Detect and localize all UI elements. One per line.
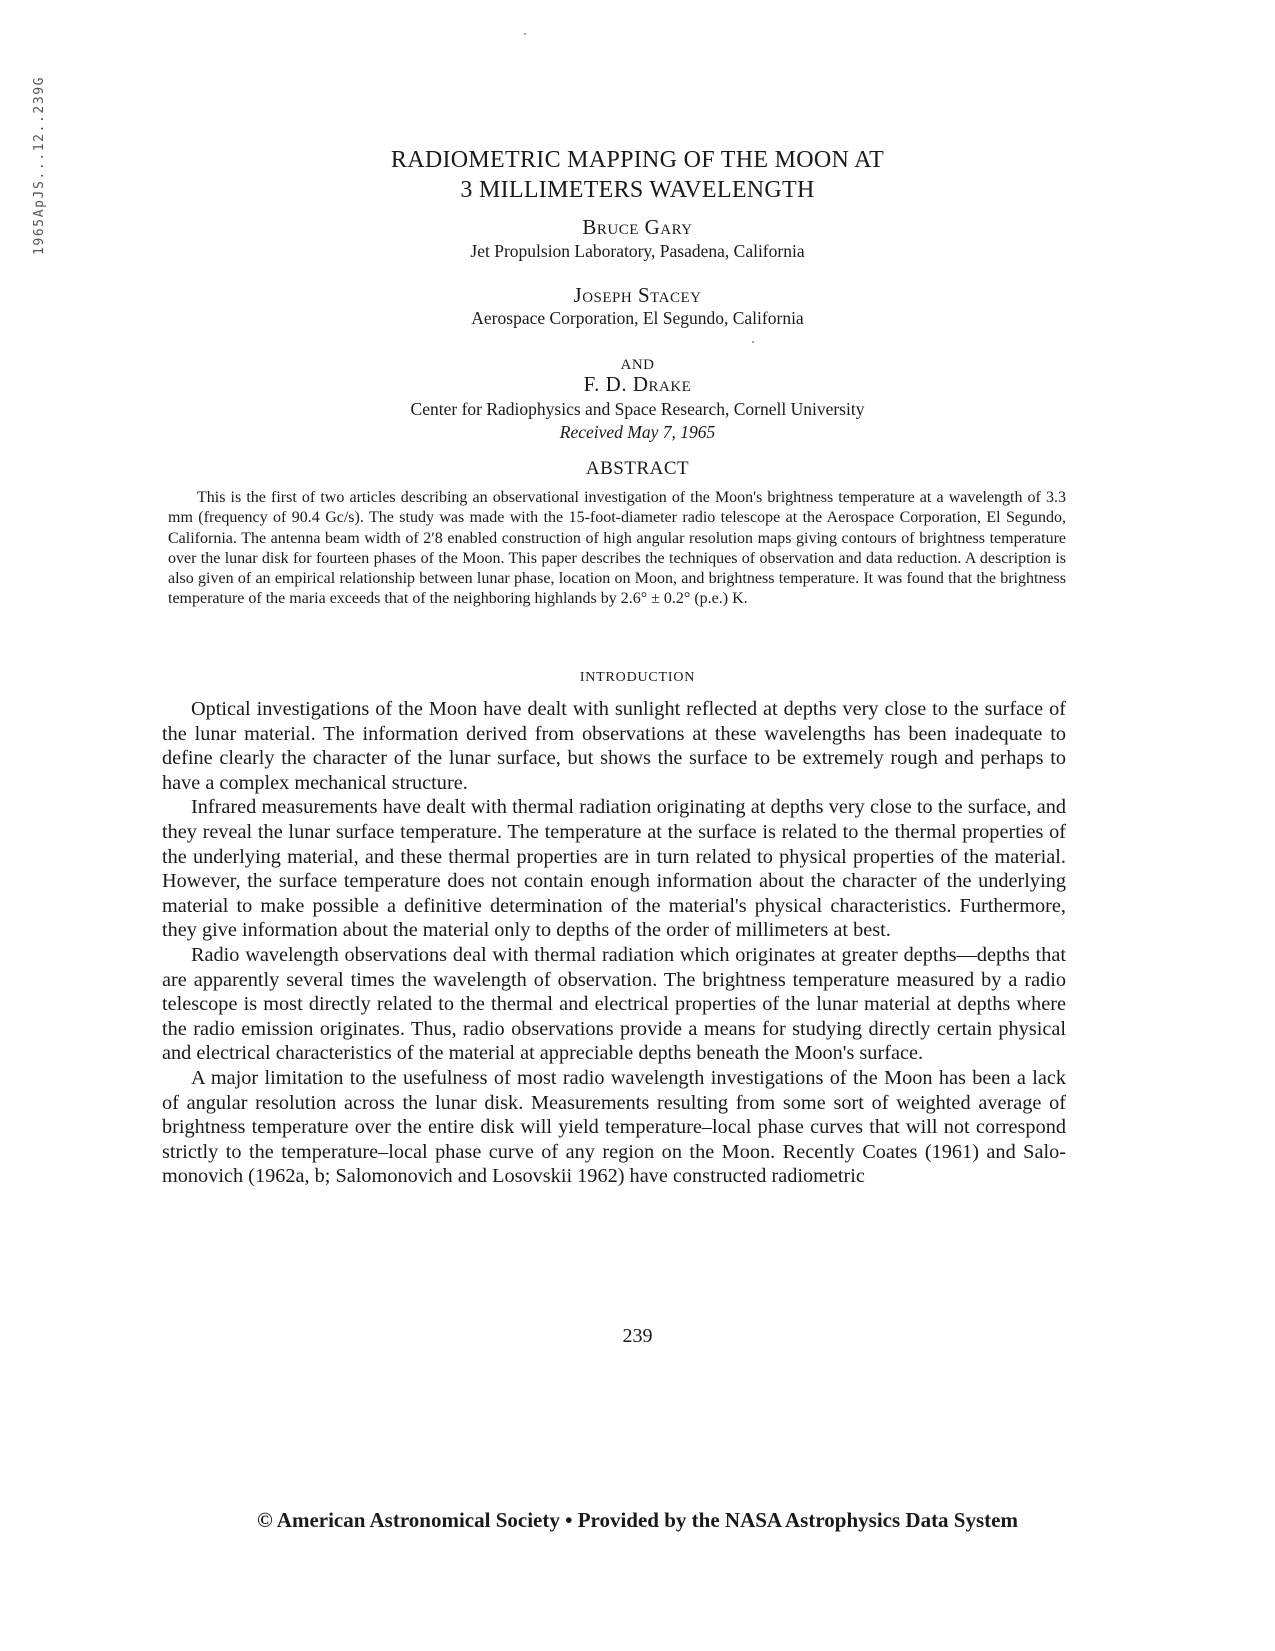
copyright-footer: © American Astronomical Society • Provided by the NASA Astrophysics Data System bbox=[257, 1508, 1018, 1532]
paragraph-4: A major limitation to the usefulness of most radio wavelength investigations of the Moon has been a lack of angular resolution across the lunar disk. Measurements resulting from some sort of weighted average of brightness temperature over the entire disk will yield temperature–local phase curves that will not correspond strictly to the temperature–local phase curve of any region on the Moon. Recently Coates (1961) and Salomonovich (1962a, b; Salomonovich and Losovskii 1962) have constructed radiometric bbox=[162, 1066, 1066, 1188]
paragraph-2: Infrared measurements have dealt with thermal radiation originating at depths very close to the surface, and they reveal the lunar surface temperature. The temperature at the surface is related to the thermal properties of the underlying material, and these thermal properties are in turn related to physical properties of the material. However, the surface temperature does not contain enough information about the character of the underlying material to make possible a definitive determination of the material's physical characteristics. Furthermore, they give information about the material only to depths of the order of millimeters at best. bbox=[162, 796, 1066, 942]
author-3-name: F. D. Drake bbox=[583, 372, 692, 396]
bibcode-margin: 1965ApJS...12..239G bbox=[32, 75, 47, 255]
title-line-2: 3 MILLIMETERS WAVELENGTH bbox=[460, 177, 815, 203]
abstract-text: This is the first of two articles describing an observational investigation of the Moon's brightness temperature at a wavelength of 3.3 mm (frequency of 90.4 Gc/s). The study was made with the 15-foot-diameter radio telescope at the Aerospace Corporation, El Segundo, California. The antenna beam width of 2′8 enabled construction of high angular resolution maps giving contours of brightness temperature over the lunar disk for fourteen phases of the Moon. This paper describes the techniques of observation and data reduction. A description is also given of an empirical relationship between lunar phase, location on Moon, and brightness temperature. It was found that the brightness temperature of the maria exceeds that of the neighboring highlands by 2.6° ± 0.2° (p.e.) K. bbox=[168, 489, 1066, 608]
page-number: 239 bbox=[622, 1325, 653, 1347]
paper-title bbox=[0, 145, 1275, 205]
body-text bbox=[162, 697, 1066, 1189]
paragraph-1: Optical investigations of the Moon have dealt with sunlight reflected at depths very close to the surface of the lunar material. The information derived from observations at these wavelengths has been inadequate to define clearly the character of the lunar surface, but shows the surface to be extremely rough and perhaps to have a complex mechanical structure. bbox=[162, 698, 1066, 794]
introduction-heading: INTRODUCTION bbox=[579, 670, 696, 685]
author-2-name: Joseph Stacey bbox=[573, 283, 702, 307]
author-1-affiliation: Jet Propulsion Laboratory, Pasadena, California bbox=[470, 241, 805, 261]
and-separator: AND bbox=[620, 357, 655, 373]
author-2-affiliation: Aerospace Corporation, El Segundo, California bbox=[471, 308, 804, 328]
title-line-1: RADIOMETRIC MAPPING OF THE MOON AT bbox=[390, 147, 885, 173]
author-3-affiliation: Center for Radiophysics and Space Research, Cornell University bbox=[410, 399, 865, 419]
scan-speck bbox=[524, 33, 526, 35]
abstract-heading: ABSTRACT bbox=[585, 458, 690, 479]
author-1-name: Bruce Gary bbox=[582, 215, 693, 239]
scan-speck bbox=[752, 341, 754, 343]
paragraph-3: Radio wavelength observations deal with thermal radiation which originates at greater depths—depths that are apparently several times the wavelength of observation. The brightness temperature measured by a radio telescope is most directly related to the thermal and electrical properties of the lunar material at depths where the radio emission originates. Thus, radio observations provide a means for studying directly certain physical and electrical characteristics of the material at appreciable depths beneath the Moon's surface. bbox=[162, 943, 1066, 1065]
received-date: Received May 7, 1965 bbox=[559, 422, 716, 442]
